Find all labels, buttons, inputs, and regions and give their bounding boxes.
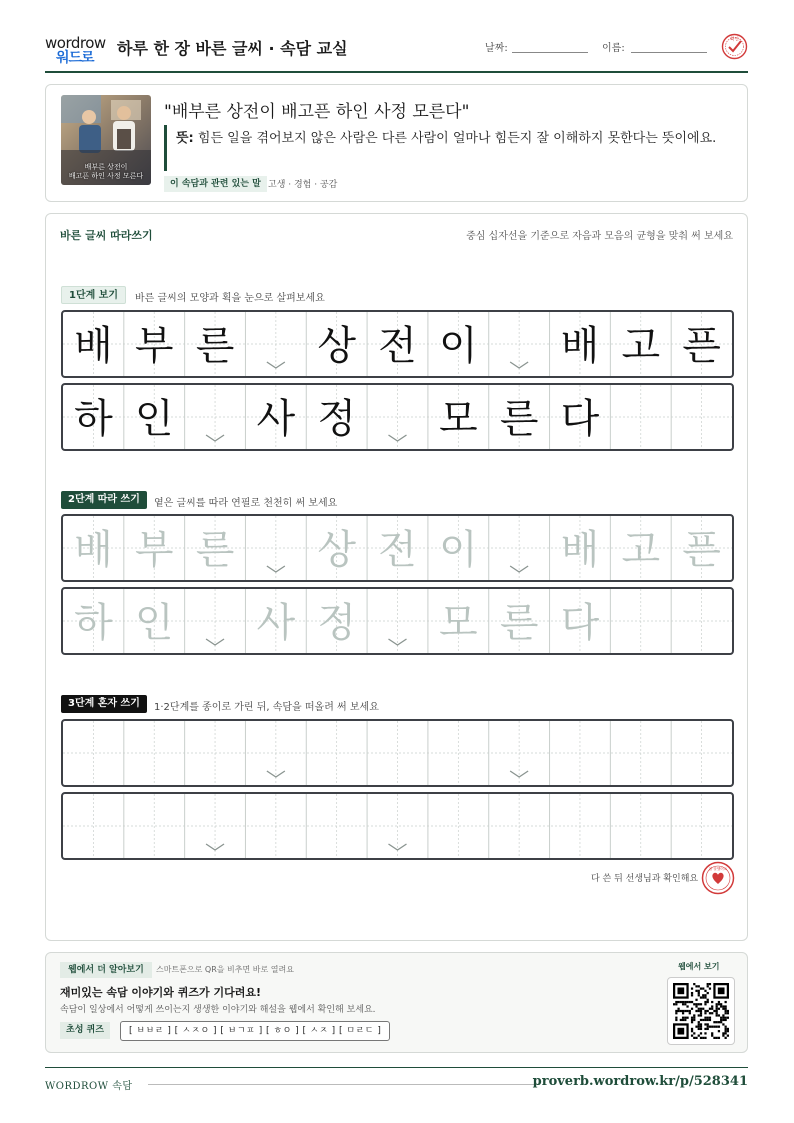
web-description: 속담이 일상에서 어떻게 쓰이는지 생생한 이야기와 해설을 웹에서 확인해 보세요. (60, 1005, 376, 1015)
name-field[interactable] (631, 52, 707, 53)
footer-divider (148, 1084, 538, 1085)
logo-korean: 워드로 (56, 50, 94, 66)
footer-brand: WORDROW 속담 (45, 1081, 133, 1092)
step3-note: 1·2단계를 종이로 가린 뒤, 속담을 떠올려 써 보세요 (154, 702, 379, 713)
model-character: 이 (438, 323, 478, 369)
model-character: 인 (134, 396, 174, 442)
trace-character: 이 (438, 527, 478, 573)
proverb-illustration (61, 95, 151, 185)
trace-character: 전 (378, 527, 417, 573)
writing-grid (63, 721, 732, 785)
date-label: 날짜: (485, 43, 508, 54)
check-stamp-icon (721, 33, 748, 60)
qr-hint: 스마트폰으로 QR을 비추면 바로 열려요 (156, 965, 294, 974)
trace-character: 인 (134, 600, 174, 646)
proverb-title: "배부른 상전이 배고픈 하인 사정 모른다" (164, 102, 470, 122)
wordrow-logo (45, 34, 107, 66)
chosung-quiz-tag: 초성 퀴즈 (60, 1022, 110, 1039)
trace-character: 정 (317, 600, 357, 646)
web-more-tag: 웹에서 더 알아보기 (60, 962, 152, 978)
meaning-label: 뜻: (176, 131, 194, 146)
date-field[interactable] (512, 52, 588, 53)
writing-grid (63, 385, 732, 449)
related-words-tag: 이 속담과 관련 있는 말 (164, 176, 267, 192)
step3-row-1[interactable] (61, 719, 734, 787)
proverb-card (45, 84, 748, 202)
model-character: 른 (499, 396, 539, 442)
stamp-label: 참 잘했어요 (708, 867, 728, 871)
qr-label: 웹에서 보기 (678, 962, 720, 971)
model-character: 배 (560, 323, 600, 369)
model-character: 른 (195, 323, 235, 369)
worksheet-title: 하루 한 장 바른 글씨 · 속담 교실 (117, 39, 348, 58)
trace-character: 고 (621, 527, 661, 573)
illustration-caption: 배부른 상전이 배고픈 하인 사정 모른다 (68, 163, 144, 180)
trace-character: 다 (560, 600, 600, 646)
step1-badge: 1단계 보기 (61, 286, 126, 304)
model-character: 고 (621, 323, 661, 369)
model-character: 하 (74, 396, 113, 442)
model-character: 전 (378, 323, 417, 369)
name-label: 이름: (602, 43, 625, 54)
model-character: 픈 (682, 323, 721, 369)
page-header (45, 30, 748, 73)
trace-character: 배 (560, 527, 600, 573)
writing-grid (63, 589, 732, 653)
step3-row-2[interactable] (61, 792, 734, 860)
trace-character: 상 (317, 527, 357, 573)
step3-badge: 3단계 혼자 쓰기 (61, 695, 147, 713)
teacher-check-note: 다 쓴 뒤 선생님과 확인해요 (591, 874, 699, 884)
logo-wordmark: wordrow (45, 34, 106, 52)
good-job-stamp-icon (701, 861, 735, 895)
handwriting-practice-card (45, 213, 748, 941)
trace-character: 사 (256, 600, 296, 646)
footer-url[interactable]: proverb.wordrow.kr/p/528341 (532, 1074, 748, 1089)
model-character: 배 (74, 323, 113, 369)
step2-badge: 2단계 따라 쓰기 (61, 491, 147, 509)
model-character: 다 (560, 396, 600, 442)
model-character: 사 (256, 396, 296, 442)
step1-row-1 (61, 310, 734, 378)
trace-character: 배 (74, 527, 113, 573)
qr-code-icon (673, 983, 729, 1039)
qr-code[interactable] (667, 977, 735, 1045)
page-footer (45, 1067, 748, 1097)
model-character: 부 (134, 323, 174, 369)
step1-note: 바른 글씨의 모양과 획을 눈으로 살펴보세요 (135, 293, 325, 304)
chosung-quiz-box: [ ㅂㅂㄹ ] [ ㅅㅈㅇ ] [ ㅂㄱㅍ ] [ ㅎㅇ ] [ ㅅㅈ ] [ ㅁㄹㄷ ] (120, 1021, 390, 1041)
writing-grid (63, 516, 732, 580)
trace-character: 하 (74, 600, 113, 646)
step2-row-2[interactable] (61, 587, 734, 655)
meaning-text: 힘든 일을 겪어보지 않은 사람은 다른 사람이 얼마나 힘든지 잘 이해하지 못한다는 뜻이에요. (197, 131, 717, 146)
meaning-accent-bar (164, 125, 167, 171)
related-words: 고생 · 경험 · 공감 (268, 180, 338, 190)
trace-character: 른 (499, 600, 539, 646)
step2-row-1[interactable] (61, 514, 734, 582)
trace-character: 른 (195, 527, 235, 573)
trace-character: 픈 (682, 527, 721, 573)
writing-grid (63, 794, 732, 858)
practice-title: 바른 글씨 따라쓰기 (60, 229, 153, 242)
step2-note: 옅은 글씨를 따라 연필로 천천히 써 보세요 (154, 498, 338, 509)
web-promo-section (45, 952, 748, 1053)
proverb-meaning (176, 129, 721, 148)
model-character: 모 (438, 396, 478, 442)
trace-character: 모 (438, 600, 478, 646)
model-character: 정 (317, 396, 357, 442)
trace-character: 부 (134, 527, 174, 573)
stamp-label: 확인 (730, 37, 739, 43)
practice-hint: 중심 십자선을 기준으로 자음과 모음의 균형을 맞춰 써 보세요 (466, 231, 733, 242)
model-character: 상 (317, 323, 357, 369)
step1-row-2 (61, 383, 734, 451)
web-headline: 재미있는 속담 이야기와 퀴즈가 기다려요! (60, 986, 261, 999)
writing-grid (63, 312, 732, 376)
